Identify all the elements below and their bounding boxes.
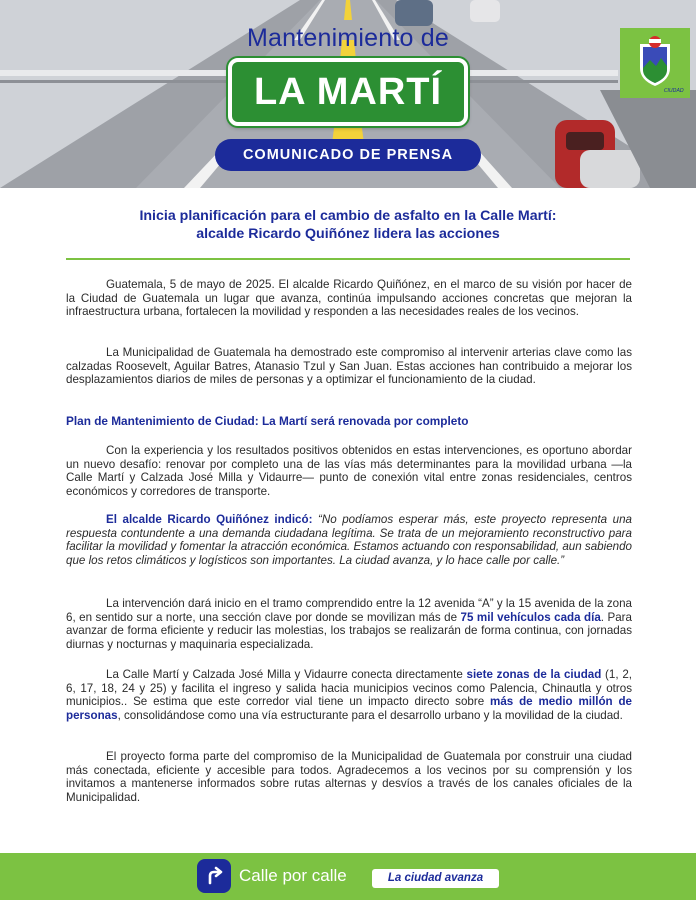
footer-slogan: Calle por calle	[239, 866, 347, 885]
road-sign	[228, 58, 468, 126]
green-divider	[66, 258, 630, 260]
paragraph-2	[66, 346, 632, 387]
paragraph-4-quote	[66, 513, 632, 567]
paragraph-3	[66, 444, 632, 498]
people-highlight: más de medio millón de personas	[66, 695, 633, 722]
header-banner	[0, 0, 696, 188]
headline	[60, 207, 636, 243]
header-title: Mantenimiento de	[247, 24, 449, 52]
section-subheading: Plan de Mantenimiento de Ciudad: La Martí será renovada por completo	[66, 414, 469, 428]
paragraph-6	[66, 668, 632, 722]
paragraph-5-text-a: La intervención dará inicio en el tramo comprendido entre la 12 avenida “A” y la 15 avenida de la zona 6, en sentido sur a norte, una sección clave por donde se movilizan más de	[66, 597, 632, 624]
footer-bar	[0, 853, 696, 900]
paragraph-7	[66, 750, 632, 804]
headline-line-1: Inicia planificación para el cambio de asfalto en la Calle Martí:	[139, 208, 557, 224]
paragraph-3-text: Con la experiencia y los resultados positivos obtenidos en estas intervenciones, es oportuno abordar un nuevo desafío: renovar por completo una de las vías más determinantes para la movilidad urbana —la Calle Martí y Calzada José Milla y Vidaurre— punto de conexión vital entre zonas residenciales, centros económicos y corredores de transporte.	[66, 444, 632, 498]
paragraph-1	[66, 278, 632, 319]
headline-line-2: alcalde Ricardo Quiñónez lidera las acciones	[196, 226, 500, 242]
footer-tag: La ciudad avanza	[372, 869, 499, 888]
paragraph-2-text: La Municipalidad de Guatemala ha demostrado este compromiso al intervenir arterias clave como las calzadas Roosevelt, Aguilar Batres, Atanasio Tzul y San Juan. Estas acciones han contribuido a mejorar los desplazamientos diarios de miles de personas y a optimizar el funcionamiento de la ciudad.	[66, 346, 632, 387]
turn-sign-icon	[197, 859, 231, 893]
municipal-logo	[620, 28, 690, 98]
paragraph-5-text-c: . Para avanzar de forma eficiente y reducir las molestias, los trabajos se realizarán de forma continua, con jornadas diurnas y nocturnas y maquinaria especializada.	[66, 610, 632, 651]
shield-icon	[620, 28, 690, 98]
paragraph-6-text-e: , consolidándose como una vía estructurante para el desarrollo urbano y la movilidad de la ciudad.	[117, 708, 623, 722]
sign-title: LA MARTÍ	[253, 71, 443, 113]
paragraph-1-text: Guatemala, 5 de mayo de 2025. El alcalde Ricardo Quiñónez, en el marco de su visión por hacer de la Ciudad de Guatemala un lugar que avanza, continúa impulsando acciones concretas que mejoran la infraestructura urbana, fortalecen la movilidad y responden a las necesidades reales de los vecinos.	[66, 278, 632, 319]
press-release-badge: COMUNICADO DE PRENSA	[215, 139, 481, 171]
logo-caption: CIUDAD	[664, 88, 684, 94]
paragraph-5	[66, 597, 632, 651]
paragraph-6-text-c: (1, 2, 6, 17, 18, 24 y 25) y facilita el ingreso y salida hacia municipios vecinos como Palencia, Chinautla y otros municipios.. Se estima que este corredor vial tiene un impacto directo sobre	[66, 668, 632, 709]
paragraph-7-text: El proyecto forma parte del compromiso de la Municipalidad de Guatemala por construir una ciudad más conectada, eficiente y accesible para todos. Agradecemos a los vecinos por su comprensión y los invitamos a mantenerse informados sobre rutas alternas y desvíos a través de los canales oficiales de la Municipalidad.	[66, 750, 632, 804]
zones-highlight: siete zonas de la ciudad	[466, 668, 602, 681]
quote-lead: El alcalde Ricardo Quiñónez indicó:	[106, 513, 313, 526]
vehicles-highlight: 75 mil vehículos cada día	[460, 610, 601, 624]
mayor-quote: “No podíamos esperar más, este proyecto representa una respuesta contundente a una demanda ciudadana legítima. Se trata de un mejoramiento reconstructivo para facilitar la movilidad y fomentar la atracción económica. Estamos actuando con responsabilidad, aun sabiendo que los retos climáticos y logísticos son importantes. La ciudad avanza, y lo hace calle por calle.”	[66, 513, 632, 567]
paragraph-6-text-a: La Calle Martí y Calzada José Milla y Vidaurre conecta directamente	[106, 668, 467, 681]
